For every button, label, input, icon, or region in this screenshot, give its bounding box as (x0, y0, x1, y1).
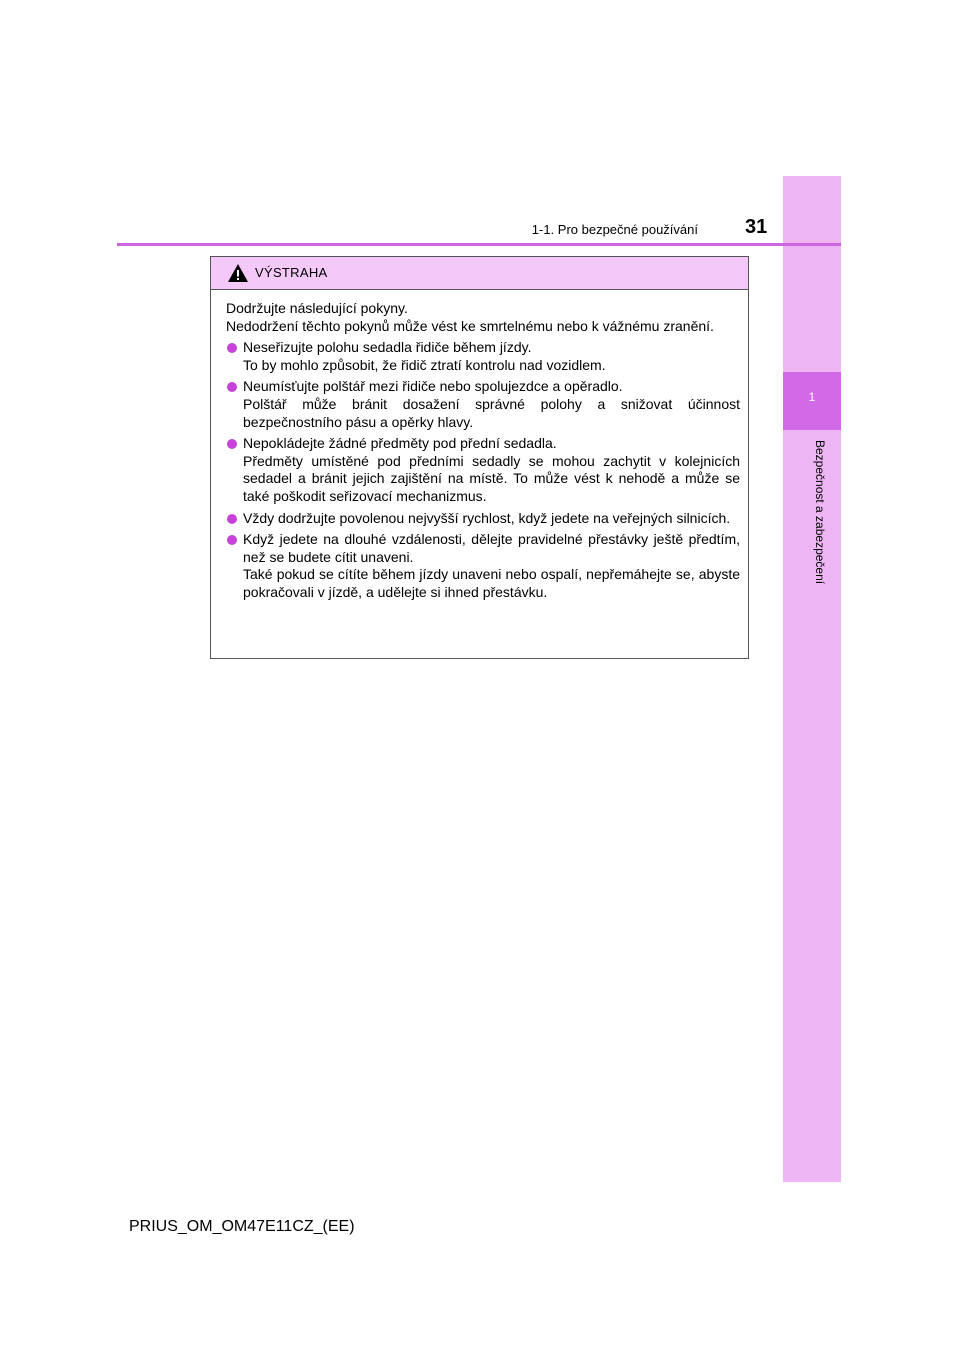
document-code: PRIUS_OM_OM47E11CZ_(EE) (129, 1218, 355, 1235)
warning-list-text: To by mohlo způsobit, že řidič ztratí kontrolu nad vozidlem. (243, 356, 606, 373)
section-heading: 1-1. Pro bezpečné používání (531, 222, 698, 237)
bullet-dot-icon (227, 535, 237, 545)
warning-body (211, 290, 748, 602)
warning-box (210, 256, 749, 659)
intro-line: Nedodržení těchto pokynů může vést ke smrtelnému nebo k vážnému zranění. (226, 317, 714, 334)
warning-list-text: Neumísťujte polštář mezi řidiče nebo spolujezdce a opěradlo. (243, 378, 623, 395)
bullet-dot-icon (227, 382, 237, 392)
intro-line: Dodržujte následující pokyny. (226, 300, 408, 316)
chapter-title: Bezpečnost a zabezpečení (813, 440, 827, 585)
warning-list-text: Polštář může bránit dosažení správné polohy a snižovat účinnost bezpečnostního pásu a opěrky hlavy. (243, 395, 740, 430)
warning-header (211, 257, 748, 290)
warning-list-text: Předměty umístěné pod předními sedadly se mohou zachytit v kolejnicích sedadel a bránit jejich zajištění na místě. To může vést k nehodě a může se také poškodit seřizovací mechanizmus. (243, 452, 740, 504)
warning-list-item (226, 531, 740, 601)
chapter-side-tab (783, 176, 841, 1182)
warning-list-text: Vždy dodržujte povolenou nejvyšší rychlost, když jedete na veřejných silnicích. (243, 509, 731, 526)
warning-list-item (226, 378, 740, 431)
warning-list-text: Také pokud se cítíte během jízdy unaveni nebo ospalí, nepřemáhejte se, abyste pokračovali v jízdě, a udělejte si ihned přestávku. (243, 566, 740, 600)
warning-intro (226, 300, 740, 335)
header-rule (117, 243, 841, 246)
warning-title: VÝSTRAHA (255, 265, 328, 280)
bullet-dot-icon (227, 439, 237, 449)
warning-list-item (226, 510, 740, 528)
bullet-dot-icon (227, 514, 237, 524)
chapter-number: 1 (808, 390, 816, 404)
warning-list-item (226, 435, 740, 505)
page-number: 31 (745, 216, 768, 238)
warning-list-item (226, 339, 740, 374)
warning-list-text: Nepokládejte žádné předměty pod přední sedadla. (243, 435, 557, 452)
warning-list-text: Když jedete na dlouhé vzdálenosti, dělejte pravidelné přestávky ještě předtím, než se budete cítit unaveni. (243, 531, 740, 565)
warning-list-text: Neseřizujte polohu sedadla řidiče během jízdy. (243, 339, 532, 356)
bullet-dot-icon (227, 343, 237, 353)
warning-list (226, 339, 740, 601)
warning-triangle-icon (227, 263, 249, 283)
